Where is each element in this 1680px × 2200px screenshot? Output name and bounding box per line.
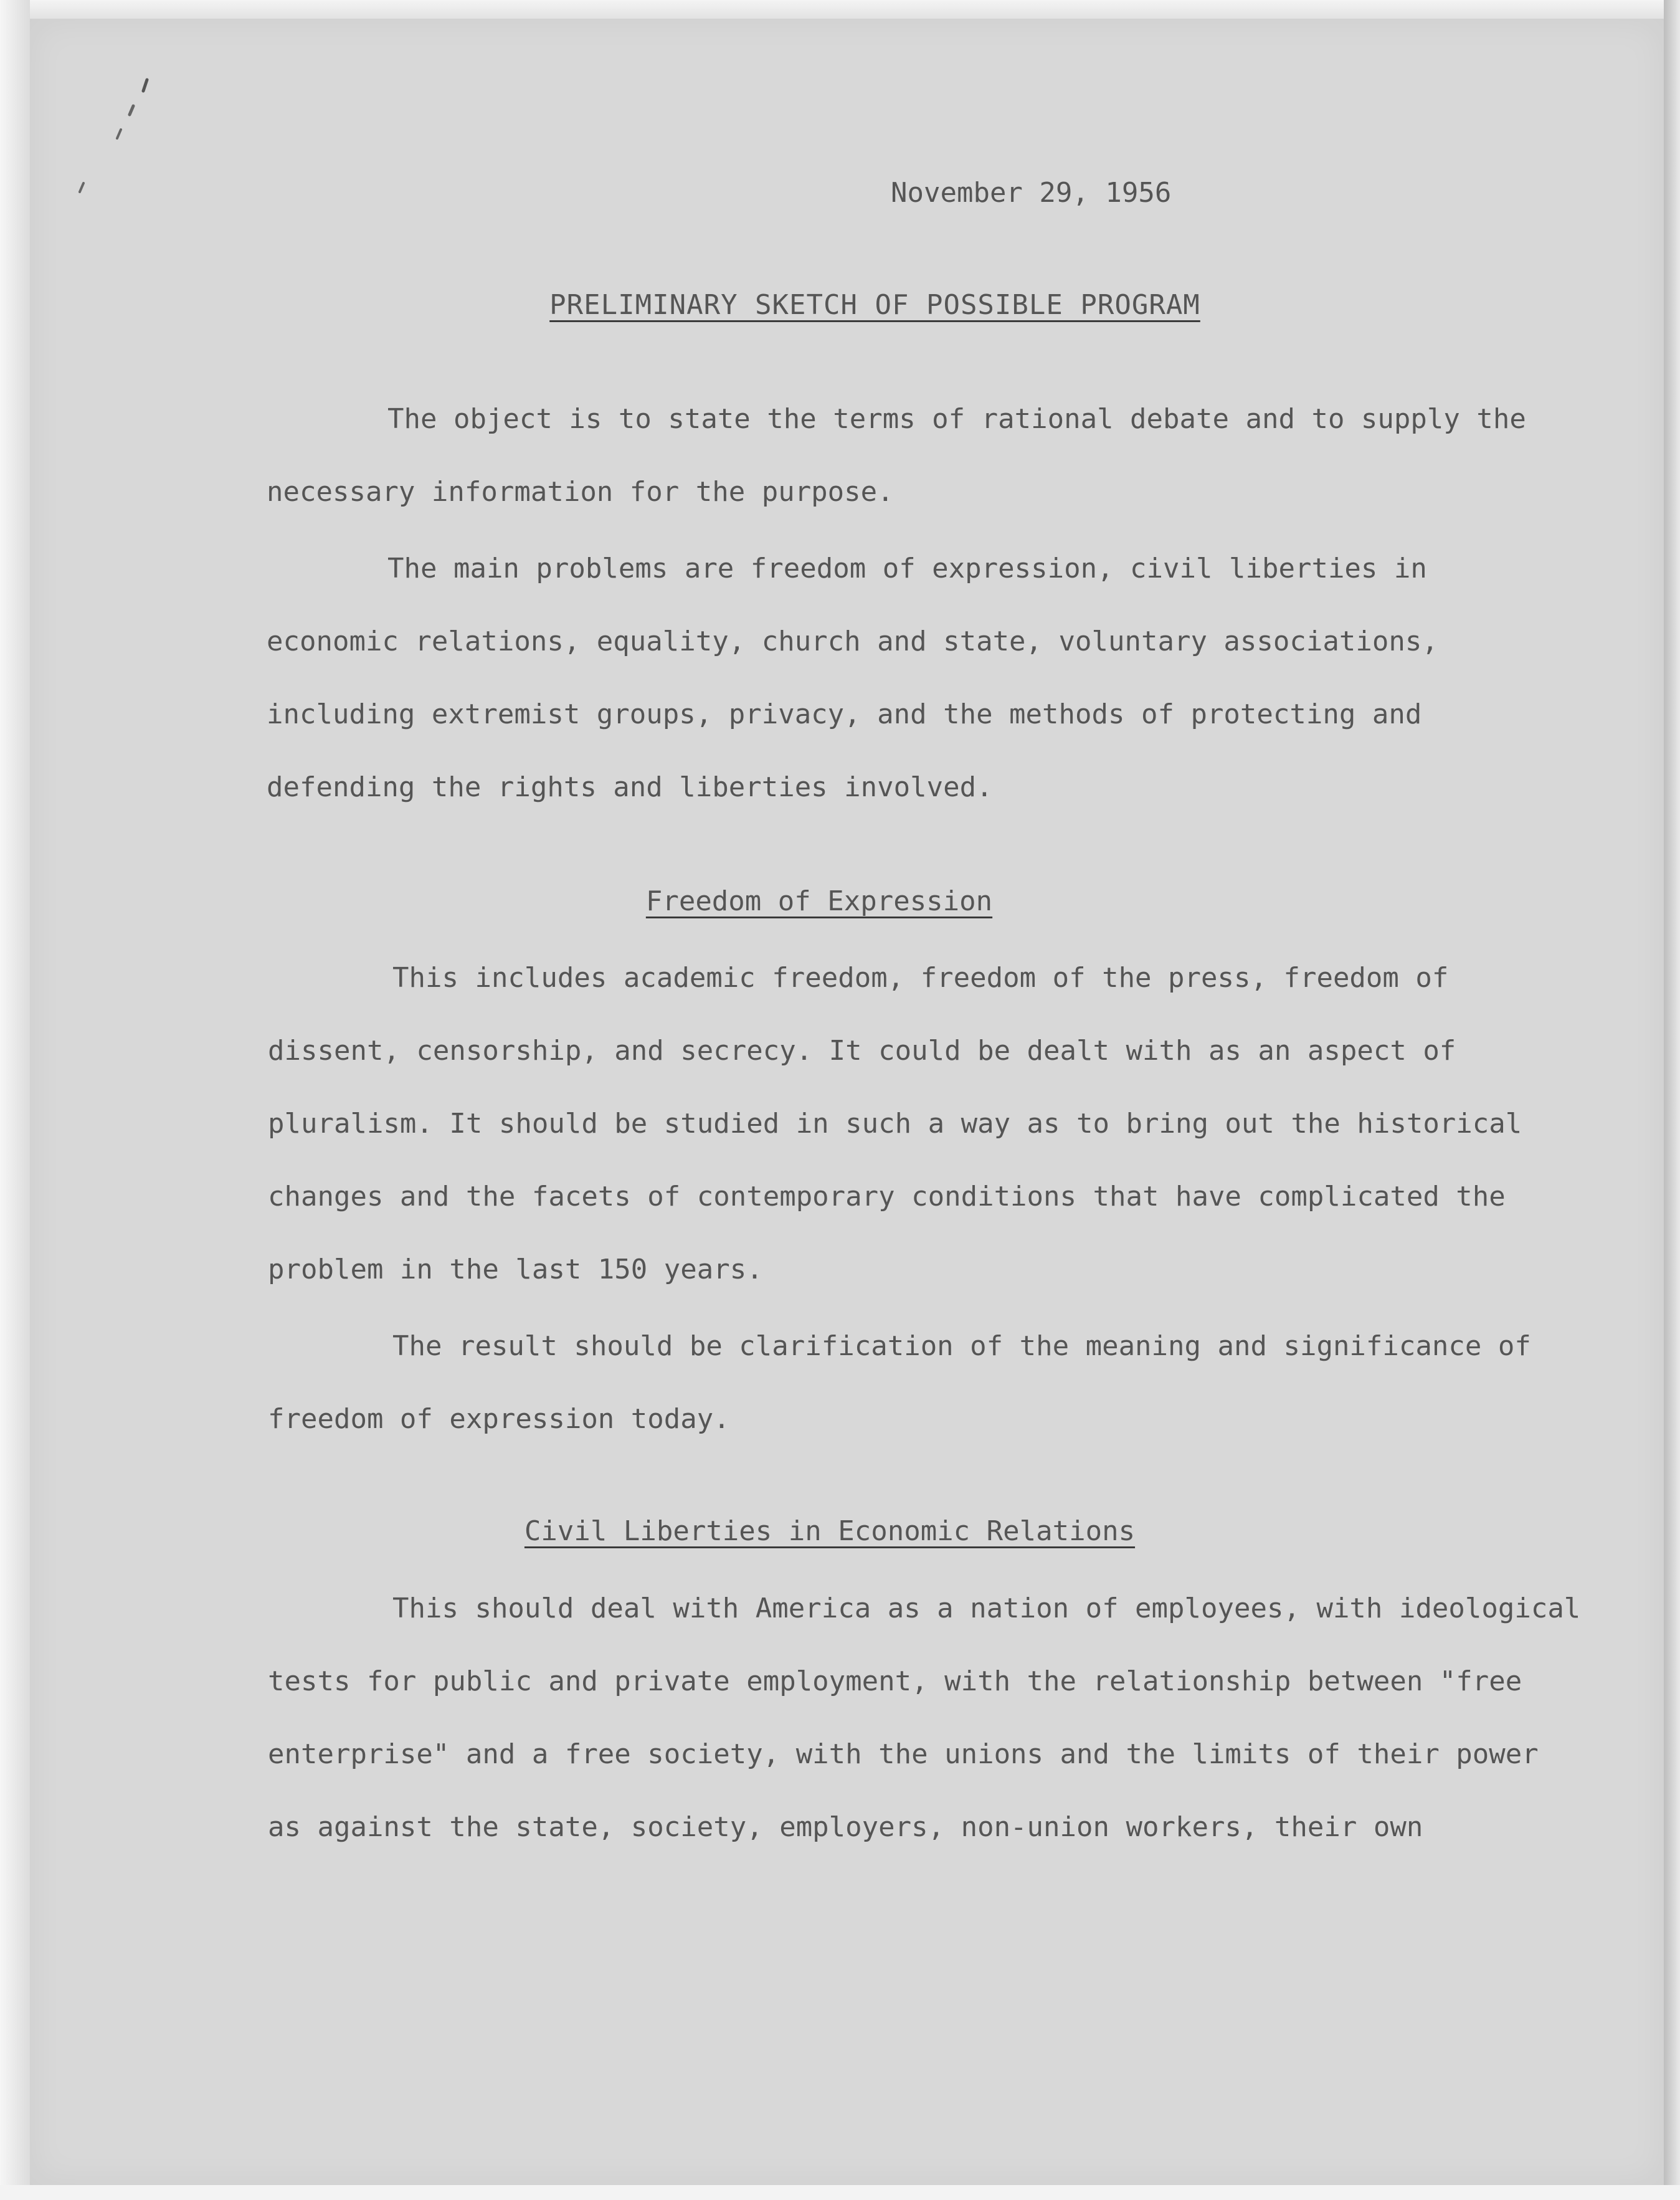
document-page <box>30 19 1664 2185</box>
cler-p1-line-3: enterprise" and a free society, with the unions and the limits of their power <box>268 1738 1539 1770</box>
scan-edge-right <box>1664 0 1680 2200</box>
intro-p2-line-2: economic relations, equality, church and state, voluntary associations, <box>267 626 1438 657</box>
intro-p1-line-1: The object is to state the terms of rational debate and to supply the <box>387 403 1526 435</box>
scan-edge-bottom <box>0 2185 1680 2200</box>
foe-p1-line-5: problem in the last 150 years. <box>268 1254 763 1285</box>
cler-p1-line-1: This should deal with America as a nation of employees, with ideological <box>392 1593 1581 1624</box>
cler-p1-line-4: as against the state, society, employers, non-union workers, their own <box>268 1811 1423 1843</box>
pencil-marks <box>74 74 154 198</box>
intro-p2-line-4: defending the rights and liberties involved. <box>267 771 993 803</box>
foe-p1-line-4: changes and the facets of contemporary conditions that have complicated the <box>268 1181 1506 1212</box>
intro-p2-line-1: The main problems are freedom of expression, civil liberties in <box>387 553 1427 584</box>
scan-edge-top <box>0 0 1680 19</box>
foe-p1-line-1: This includes academic freedom, freedom of the press, freedom of <box>392 962 1449 994</box>
scan-edge-left <box>0 0 30 2200</box>
section-heading-freedom-of-expression: Freedom of Expression <box>645 885 993 917</box>
document-title: PRELIMINARY SKETCH OF POSSIBLE PROGRAM <box>549 289 1200 321</box>
foe-p1-line-2: dissent, censorship, and secrecy. It could be dealt with as an aspect of <box>268 1035 1456 1067</box>
foe-p2-line-2: freedom of expression today. <box>268 1403 730 1435</box>
document-date: November 29, 1956 <box>891 177 1172 209</box>
intro-p1-line-2: necessary information for the purpose. <box>267 476 894 508</box>
section-heading-civil-liberties-economic: Civil Liberties in Economic Relations <box>524 1515 1136 1547</box>
foe-p1-line-3: pluralism. It should be studied in such a way as to bring out the historical <box>268 1108 1522 1140</box>
intro-p2-line-3: including extremist groups, privacy, and the methods of protecting and <box>267 698 1422 730</box>
foe-p2-line-1: The result should be clarification of the meaning and significance of <box>392 1330 1531 1362</box>
cler-p1-line-2: tests for public and private employment, with the relationship between "free <box>268 1665 1522 1697</box>
